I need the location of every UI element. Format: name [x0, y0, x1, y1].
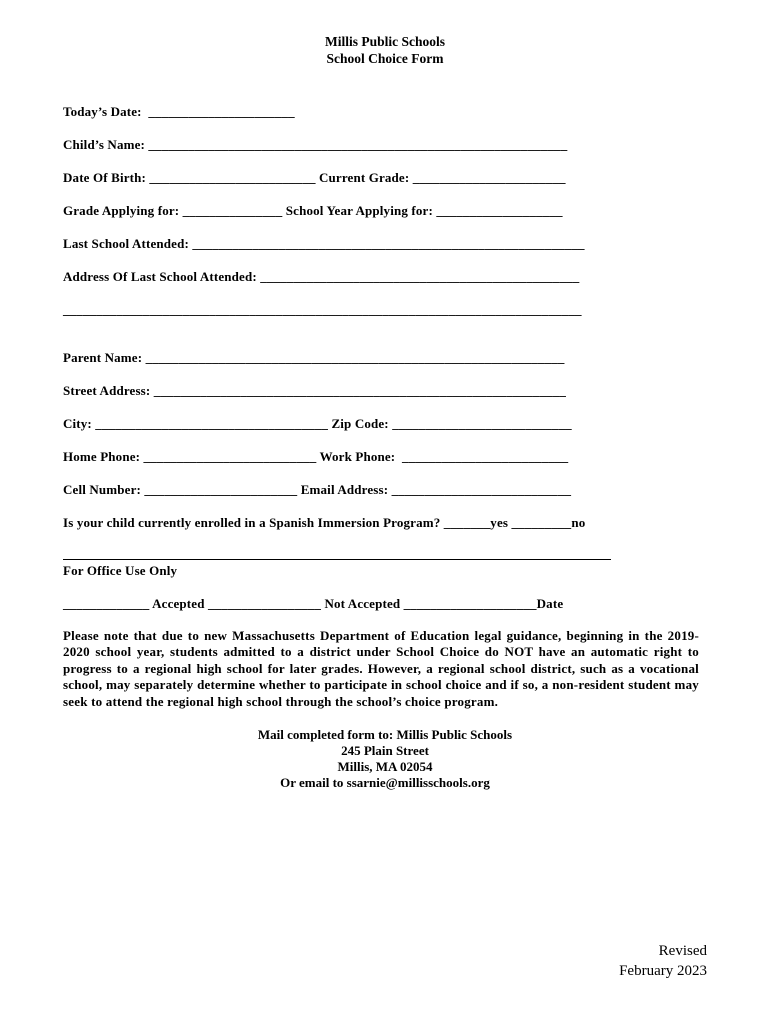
last-school-address-line2[interactable]: ______________________________________________________________________________ — [63, 302, 582, 317]
office-use-heading: For Office Use Only — [63, 563, 178, 578]
form-org-title: Millis Public Schools — [324, 34, 446, 49]
revision-note — [619, 941, 707, 981]
city-zip-field[interactable]: City: ___________________________________ Zip Code: ___________________________ — [63, 416, 572, 431]
revised-label: Revised — [658, 943, 707, 959]
dob-grade-field[interactable]: Date Of Birth: _________________________ Current Grade: _______________________ — [63, 170, 566, 185]
last-school-address-field[interactable]: Address Of Last School Attended: ________________________________________________ — [63, 269, 580, 284]
mailing-line-1: Mail completed form to: Millis Public Schools — [257, 727, 513, 742]
last-school-field[interactable]: Last School Attended: ___________________________________________________________ — [63, 236, 585, 251]
parent-name-field[interactable]: Parent Name: _______________________________________________________________ — [63, 350, 565, 365]
mailing-line-2: 245 Plain Street — [341, 743, 429, 758]
phone-fields[interactable]: Home Phone: __________________________ Work Phone: _________________________ — [63, 449, 569, 464]
cell-email-field[interactable]: Cell Number: _______________________ Email Address: ___________________________ — [63, 482, 572, 497]
office-decision-line: _____________ Accepted _________________ Not Accepted ____________________Date — [63, 596, 564, 611]
mailing-email-line: Or email to ssarnie@millisschools.org — [280, 775, 490, 790]
spanish-immersion-question[interactable]: Is your child currently enrolled in a Spanish Immersion Program? _______yes _________no — [63, 515, 586, 530]
mailing-line-3: Millis, MA 02054 — [337, 759, 433, 774]
grade-year-field[interactable]: Grade Applying for: _______________ School Year Applying for: ___________________ — [63, 203, 563, 218]
legal-notice: Please note that due to new Massachusetts Department of Education legal guidance, beginning in the 2019-2020 school year, students admitted to a district under School Choice do NOT have an automatic right to progress to a regional high school for later grades. However, a regional school district, such as a vocational school, may separately determine whether to participate in school choice and if so, a non-resident student may seek to attend the regional high school through the school’s choice program. — [63, 628, 699, 709]
childs-name-field[interactable]: Child’s Name: _______________________________________________________________ — [63, 137, 568, 152]
office-divider — [63, 559, 611, 560]
form-title: School Choice Form — [326, 51, 444, 66]
todays-date-field[interactable]: Today’s Date: ______________________ — [63, 104, 295, 119]
revised-date: February 2023 — [619, 963, 707, 979]
street-address-field[interactable]: Street Address: ______________________________________________________________ — [63, 383, 567, 398]
